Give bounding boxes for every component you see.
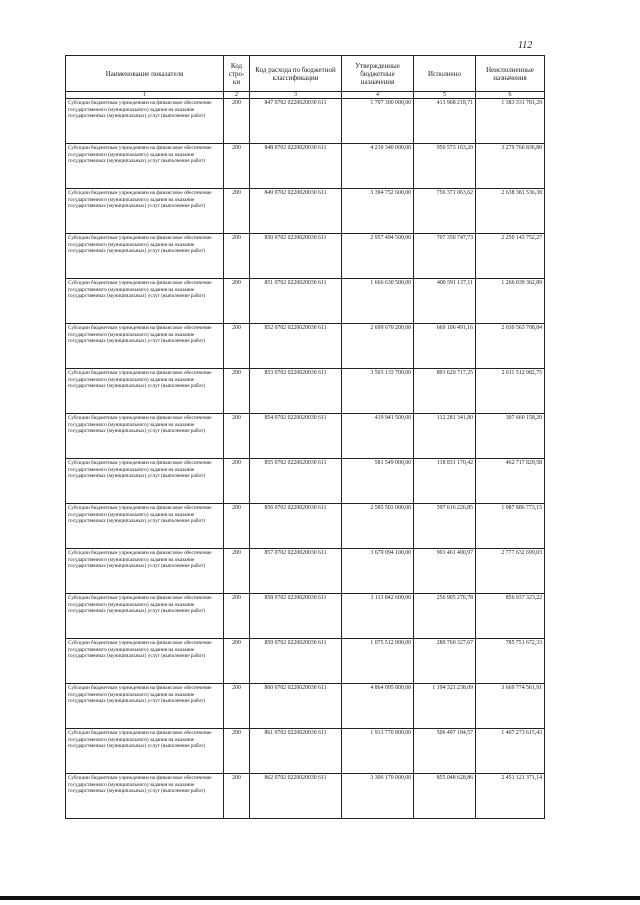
executed-amount: 756 371 063,62 (414, 189, 476, 234)
column-number: 1 (66, 92, 224, 99)
indicator-name: Субсидии бюджетным учреждениям на финансовое обеспечение государственного (муниципального) задания на оказание государственных (муниципальных) услуг (выполнение работ) (66, 99, 224, 144)
header-budget-classification: Код расхода по бюджетной классификации (250, 56, 342, 92)
unexecuted-amount: 3 669 774 561,91 (476, 684, 545, 729)
table-row (66, 684, 545, 729)
header-line-code: Код стро-ки (224, 56, 250, 92)
unexecuted-amount: 307 660 158,20 (476, 414, 545, 459)
approved-amount: 2 957 494 500,00 (342, 234, 414, 279)
budget-classification-code: 849 0702 0220020030 611 (250, 189, 342, 234)
line-code: 200 (224, 414, 250, 459)
unexecuted-amount: 1 383 331 781,29 (476, 99, 545, 144)
budget-classification-code: 847 0702 0220020030 611 (250, 99, 342, 144)
executed-amount: 112 281 341,80 (414, 414, 476, 459)
unexecuted-amount: 2 030 563 708,84 (476, 324, 545, 369)
line-code: 200 (224, 594, 250, 639)
line-code: 200 (224, 99, 250, 144)
line-code: 200 (224, 234, 250, 279)
column-number: 5 (414, 92, 476, 99)
table-row (66, 639, 545, 684)
column-number: 3 (250, 92, 342, 99)
budget-classification-code: 853 0702 0220020030 611 (250, 369, 342, 414)
approved-amount: 419 941 500,00 (342, 414, 414, 459)
approved-amount: 4 230 340 000,00 (342, 144, 414, 189)
table-row (66, 189, 545, 234)
budget-classification-code: 858 0702 0220020030 611 (250, 594, 342, 639)
line-code: 200 (224, 324, 250, 369)
table-row (66, 144, 545, 189)
approved-amount: 1 913 770 800,00 (342, 729, 414, 774)
budget-classification-code: 850 0702 0220020030 611 (250, 234, 342, 279)
approved-amount: 1 113 842 600,00 (342, 594, 414, 639)
indicator-name: Субсидии бюджетным учреждениям на финансовое обеспечение государственного (муниципального) задания на оказание государственных (муниципальных) услуг (выполнение работ) (66, 594, 224, 639)
line-code: 200 (224, 684, 250, 729)
table-header-row (66, 56, 545, 92)
column-number-row (66, 92, 545, 99)
table-row (66, 504, 545, 549)
executed-amount: 506 497 184,57 (414, 729, 476, 774)
line-code: 200 (224, 774, 250, 819)
executed-amount: 891 620 717,25 (414, 369, 476, 414)
budget-classification-code: 861 0702 0220020030 611 (250, 729, 342, 774)
executed-amount: 950 573 163,20 (414, 144, 476, 189)
budget-classification-code: 855 0702 0220020030 611 (250, 459, 342, 504)
line-code: 200 (224, 459, 250, 504)
budget-classification-code: 857 0702 0220020030 611 (250, 549, 342, 594)
line-code: 200 (224, 279, 250, 324)
table-row (66, 324, 545, 369)
header-approved: Утвержденные бюджетные назначения (342, 56, 414, 92)
approved-amount: 581 549 000,00 (342, 459, 414, 504)
unexecuted-amount: 2 638 381 536,38 (476, 189, 545, 234)
budget-classification-code: 860 0702 0220020030 611 (250, 684, 342, 729)
unexecuted-amount: 462 717 829,58 (476, 459, 545, 504)
table-row (66, 369, 545, 414)
header-indicator-name: Наименование показателя (66, 56, 224, 92)
executed-amount: 1 194 321 238,09 (414, 684, 476, 729)
indicator-name: Субсидии бюджетным учреждениям на финансовое обеспечение государственного (муниципального) задания на оказание государственных (муниципальных) услуг (выполнение работ) (66, 414, 224, 459)
table-row (66, 414, 545, 459)
line-code: 200 (224, 729, 250, 774)
table-body (66, 99, 545, 819)
table-row (66, 459, 545, 504)
indicator-name: Субсидии бюджетным учреждениям на финансовое обеспечение государственного (муниципального) задания на оказание государственных (муниципальных) услуг (выполнение работ) (66, 324, 224, 369)
indicator-name: Субсидии бюджетным учреждениям на финансовое обеспечение государственного (муниципального) задания на оказание государственных (муниципальных) услуг (выполнение работ) (66, 459, 224, 504)
page-number: 112 (518, 40, 533, 51)
executed-amount: 669 106 491,16 (414, 324, 476, 369)
indicator-name: Субсидии бюджетным учреждениям на финансовое обеспечение государственного (муниципального) задания на оказание государственных (муниципальных) услуг (выполнение работ) (66, 279, 224, 324)
approved-amount: 3 679 094 100,00 (342, 549, 414, 594)
budget-classification-code: 852 0702 0220020030 611 (250, 324, 342, 369)
indicator-name: Субсидии бюджетным учреждениям на финансовое обеспечение государственного (муниципального) задания на оказание государственных (муниципальных) услуг (выполнение работ) (66, 549, 224, 594)
column-number: 4 (342, 92, 414, 99)
table-row (66, 594, 545, 639)
executed-amount: 256 905 276,78 (414, 594, 476, 639)
table-row (66, 279, 545, 324)
table-row (66, 729, 545, 774)
indicator-name: Субсидии бюджетным учреждениям на финансовое обеспечение государственного (муниципального) задания на оказание государственных (муниципальных) услуг (выполнение работ) (66, 369, 224, 414)
table-row (66, 774, 545, 819)
indicator-name: Субсидии бюджетным учреждениям на финансовое обеспечение государственного (муниципального) задания на оказание государственных (муниципальных) услуг (выполнение работ) (66, 729, 224, 774)
table-row (66, 549, 545, 594)
unexecuted-amount: 2 250 143 752,27 (476, 234, 545, 279)
column-number: 2 (224, 92, 250, 99)
line-code: 200 (224, 144, 250, 189)
header-executed: Исполнено (414, 56, 476, 92)
approved-amount: 4 864 095 800,00 (342, 684, 414, 729)
budget-classification-code: 854 0702 0220020030 611 (250, 414, 342, 459)
approved-amount: 1 797 300 000,00 (342, 99, 414, 144)
budget-classification-code: 862 0702 0220020030 611 (250, 774, 342, 819)
executed-amount: 597 616 226,85 (414, 504, 476, 549)
header-unexecuted: Неисполненные назначения (476, 56, 545, 92)
table-row (66, 99, 545, 144)
report-table (65, 55, 545, 819)
approved-amount: 2 585 503 000,00 (342, 504, 414, 549)
executed-amount: 901 461 400,97 (414, 549, 476, 594)
line-code: 200 (224, 369, 250, 414)
indicator-name: Субсидии бюджетным учреждениям на финансовое обеспечение государственного (муниципального) задания на оказание государственных (муниципальных) услуг (выполнение работ) (66, 144, 224, 189)
line-code: 200 (224, 504, 250, 549)
executed-amount: 289 760 327,67 (414, 639, 476, 684)
indicator-name: Субсидии бюджетным учреждениям на финансовое обеспечение государственного (муниципального) задания на оказание государственных (муниципальных) услуг (выполнение работ) (66, 234, 224, 279)
unexecuted-amount: 785 751 672,33 (476, 639, 545, 684)
approved-amount: 2 699 670 200,00 (342, 324, 414, 369)
line-code: 200 (224, 549, 250, 594)
indicator-name: Субсидии бюджетным учреждениям на финансовое обеспечение государственного (муниципального) задания на оказание государственных (муниципальных) услуг (выполнение работ) (66, 774, 224, 819)
unexecuted-amount: 856 937 323,22 (476, 594, 545, 639)
budget-classification-code: 851 0702 0220020030 611 (250, 279, 342, 324)
approved-amount: 3 503 133 700,00 (342, 369, 414, 414)
budget-classification-code: 848 0702 0220020030 611 (250, 144, 342, 189)
approved-amount: 1 075 512 000,00 (342, 639, 414, 684)
line-code: 200 (224, 639, 250, 684)
budget-classification-code: 856 0702 0220020030 611 (250, 504, 342, 549)
scan-edge-bar (0, 896, 640, 900)
unexecuted-amount: 2 611 512 982,75 (476, 369, 545, 414)
indicator-name: Субсидии бюджетным учреждениям на финансовое обеспечение государственного (муниципального) задания на оказание государственных (муниципальных) услуг (выполнение работ) (66, 684, 224, 729)
indicator-name: Субсидии бюджетным учреждениям на финансовое обеспечение государственного (муниципального) задания на оказание государственных (муниципальных) услуг (выполнение работ) (66, 189, 224, 234)
indicator-name: Субсидии бюджетным учреждениям на финансовое обеспечение государственного (муниципального) задания на оказание государственных (муниципальных) услуг (выполнение работ) (66, 639, 224, 684)
executed-amount: 400 591 137,11 (414, 279, 476, 324)
approved-amount: 3 306 170 000,00 (342, 774, 414, 819)
unexecuted-amount: 2 451 121 371,14 (476, 774, 545, 819)
budget-classification-code: 859 0702 0220020030 611 (250, 639, 342, 684)
table-row (66, 234, 545, 279)
column-number: 6 (476, 92, 545, 99)
executed-amount: 707 350 747,73 (414, 234, 476, 279)
unexecuted-amount: 1 407 273 615,43 (476, 729, 545, 774)
line-code: 200 (224, 189, 250, 234)
indicator-name: Субсидии бюджетным учреждениям на финансовое обеспечение государственного (муниципального) задания на оказание государственных (муниципальных) услуг (выполнение работ) (66, 504, 224, 549)
unexecuted-amount: 3 279 766 836,80 (476, 144, 545, 189)
executed-amount: 118 831 170,42 (414, 459, 476, 504)
unexecuted-amount: 1 987 886 773,15 (476, 504, 545, 549)
approved-amount: 3 394 752 600,00 (342, 189, 414, 234)
approved-amount: 1 666 630 500,00 (342, 279, 414, 324)
unexecuted-amount: 2 777 632 699,03 (476, 549, 545, 594)
executed-amount: 413 968 218,71 (414, 99, 476, 144)
executed-amount: 855 048 628,86 (414, 774, 476, 819)
unexecuted-amount: 1 266 039 362,89 (476, 279, 545, 324)
